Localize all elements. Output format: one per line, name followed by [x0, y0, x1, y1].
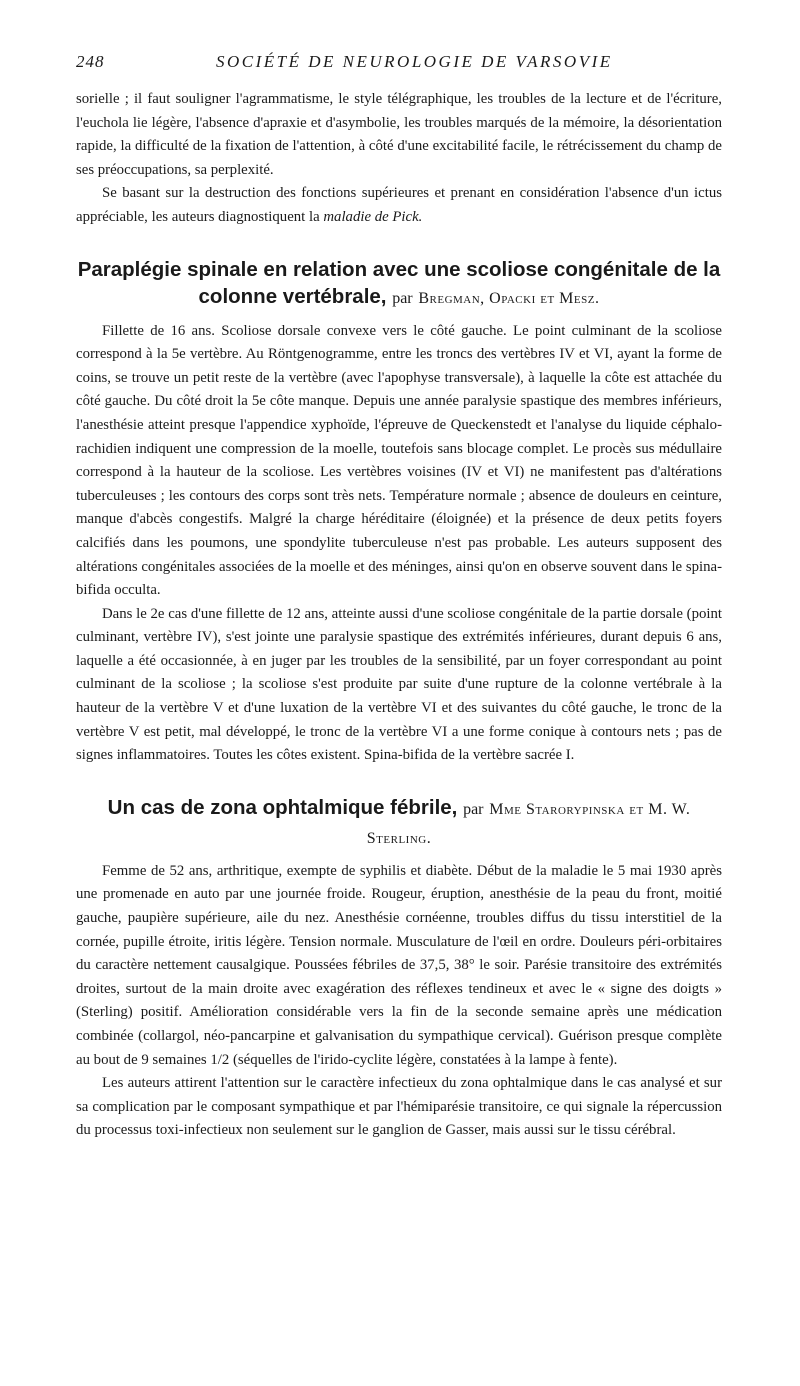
running-head: SOCIÉTÉ DE NEUROLOGIE DE VARSOVIE [216, 52, 613, 71]
section-1-par: par [392, 289, 413, 307]
section-1-authors: Bregman, Opacki et Mesz. [418, 289, 600, 307]
section-1-paragraph-2: Dans le 2e cas d'une fillette de 12 ans, atteinte aussi d'une scoliose congénitale de la partie dorsale (point culminant, vertèbre IV), s'est jointe une paralysie spastique des extrémités inférieures, durant depuis 6 ans, laquelle a été occasionnée, à en juger par les troubles de la sensibilité, par un foyer correspondant au point culminant de la scoliose ; la scoliose s'est produite par suite d'une rupture de la colonne vertébrale à la hauteur de la vertèbre V et d'une luxation de la vertèbre VI et des suivantes du côté gauche, le tronc de la vertèbre V est petit, mal développé, le tronc de la vertèbre VI a une forme conique à contours nets ; pas de signes inflammatoires. Toutes les côtes existent. Spina-bifida de la vertèbre sacrée I. [76, 605, 722, 764]
section-2-title: Un cas de zona ophtalmique fébrile, [107, 795, 458, 819]
intro-paragraph-1: sorielle ; il faut souligner l'agrammatisme, le style télégraphique, les troubles de la lecture et de l'écriture, l'euchola lie légère, l'absence d'apraxie et d'asymbolie, les troubles marqués de la mémoire, la désorientation rapide, la difficulté de la fixation de l'attention, à côté d'une excitabilité facile, le rétrécissement du champ de ses préoccupations, sa perplexité. [76, 91, 722, 178]
page-header [76, 52, 726, 80]
intro-paragraph-2 [76, 182, 722, 229]
section-2-paragraph-2: Les auteurs attirent l'attention sur le caractère infectieux du zona ophtalmique dans le cas analysé et sur sa complication par le composant sympathique et par l'hémiparésie transitoire, ce qui signale la répercussion du processus toxi-infectieux non seulement sur le ganglion de Gasser, mais aussi sur le tissu cérébral. [76, 1075, 722, 1139]
section-1-title: Paraplégie spinale en relation avec une scoliose congénitale de la colonne vertébrale, [77, 257, 721, 308]
section-1-heading [76, 256, 722, 312]
page-body [76, 88, 722, 1143]
section-2-authors: Mme Starorypinska et M. W. Sterling. [366, 800, 691, 847]
section-2-heading [76, 794, 722, 852]
diagnosis-italic: maladie de Pick. [323, 208, 423, 225]
page-number: 248 [76, 52, 105, 71]
section-2-par: par [463, 800, 484, 818]
section-2-paragraph-1: Femme de 52 ans, arthritique, exempte de syphilis et diabète. Début de la maladie le 5 mai 1930 après une promenade en auto par une journée froide. Rougeur, éruption, anesthésie de la peau du front, moitié gauche, paupière supérieure, aile du nez. Anesthésie cornéenne, troubles diffus du tissu interstitiel de la cornée, pupille étroite, iritis légère. Tension normale. Musculature de l'œil en ordre. Douleurs péri-orbitaires du caractère nettement causalgique. Poussées fébriles de 37,5, 38° le soir. Parésie transitoire des extrémités droites, surtout de la main droite avec exagération des réflexes tendineux et avec le « signe des doigts » (Sterling) positif. Amélioration considérable vers la fin de la seconde semaine après une médication combinée (collargol, néo-pancarpine et galvanisation du sympathique cervical). Guérison presque complète au bout de 9 semaines 1/2 (séquelles de l'irido-cyclite légère, constatées à la lampe à fente). [76, 862, 722, 1068]
intro-paragraph-2-text: Se basant sur la destruction des fonctions supérieures et prenant en considération l'absence d'un ictus appréciable, les auteurs diagnostiquent la [76, 185, 722, 225]
section-1-paragraph-1: Fillette de 16 ans. Scoliose dorsale convexe vers le côté gauche. Le point culminant de la scoliose correspond à la 5e vertèbre. Au Röntgenogramme, entre les troncs des vertèbres IV et VI, ayant la forme de coins, se trouve un petit reste de la vertèbre (avec l'apophyse transversale), à laquelle la côte est attachée du côté gauche. Du côté droit la 5e côte manque. Depuis une année paralysie spastique des membres inférieurs, l'anesthésie atteint presque l'appendice xyphoïde, l'épreuve de Queckenstedt et l'analyse du liquide céphalo-rachidien indiquent une compression de la moelle, toutefois sans blocage complet. Le procès sus médullaire correspond à la hauteur de la scoliose. Les vertèbres voisines (IV et VI) ne manifestent pas d'altérations tuberculeuses ; les contours des corps sont très nets. Température normale ; absence de douleurs en ceinture, manque d'abcès congestifs. Malgré la charge héréditaire (éloignée) et la présence de deux petits foyers calcifiés dans les poumons, une spondylite tuberculeuse n'est pas probable. Les auteurs supposent des altérations congénitales associées de la moelle et des méninges, ainsi qu'on en observe souvent dans le spina-bifida occulta. [76, 322, 722, 599]
